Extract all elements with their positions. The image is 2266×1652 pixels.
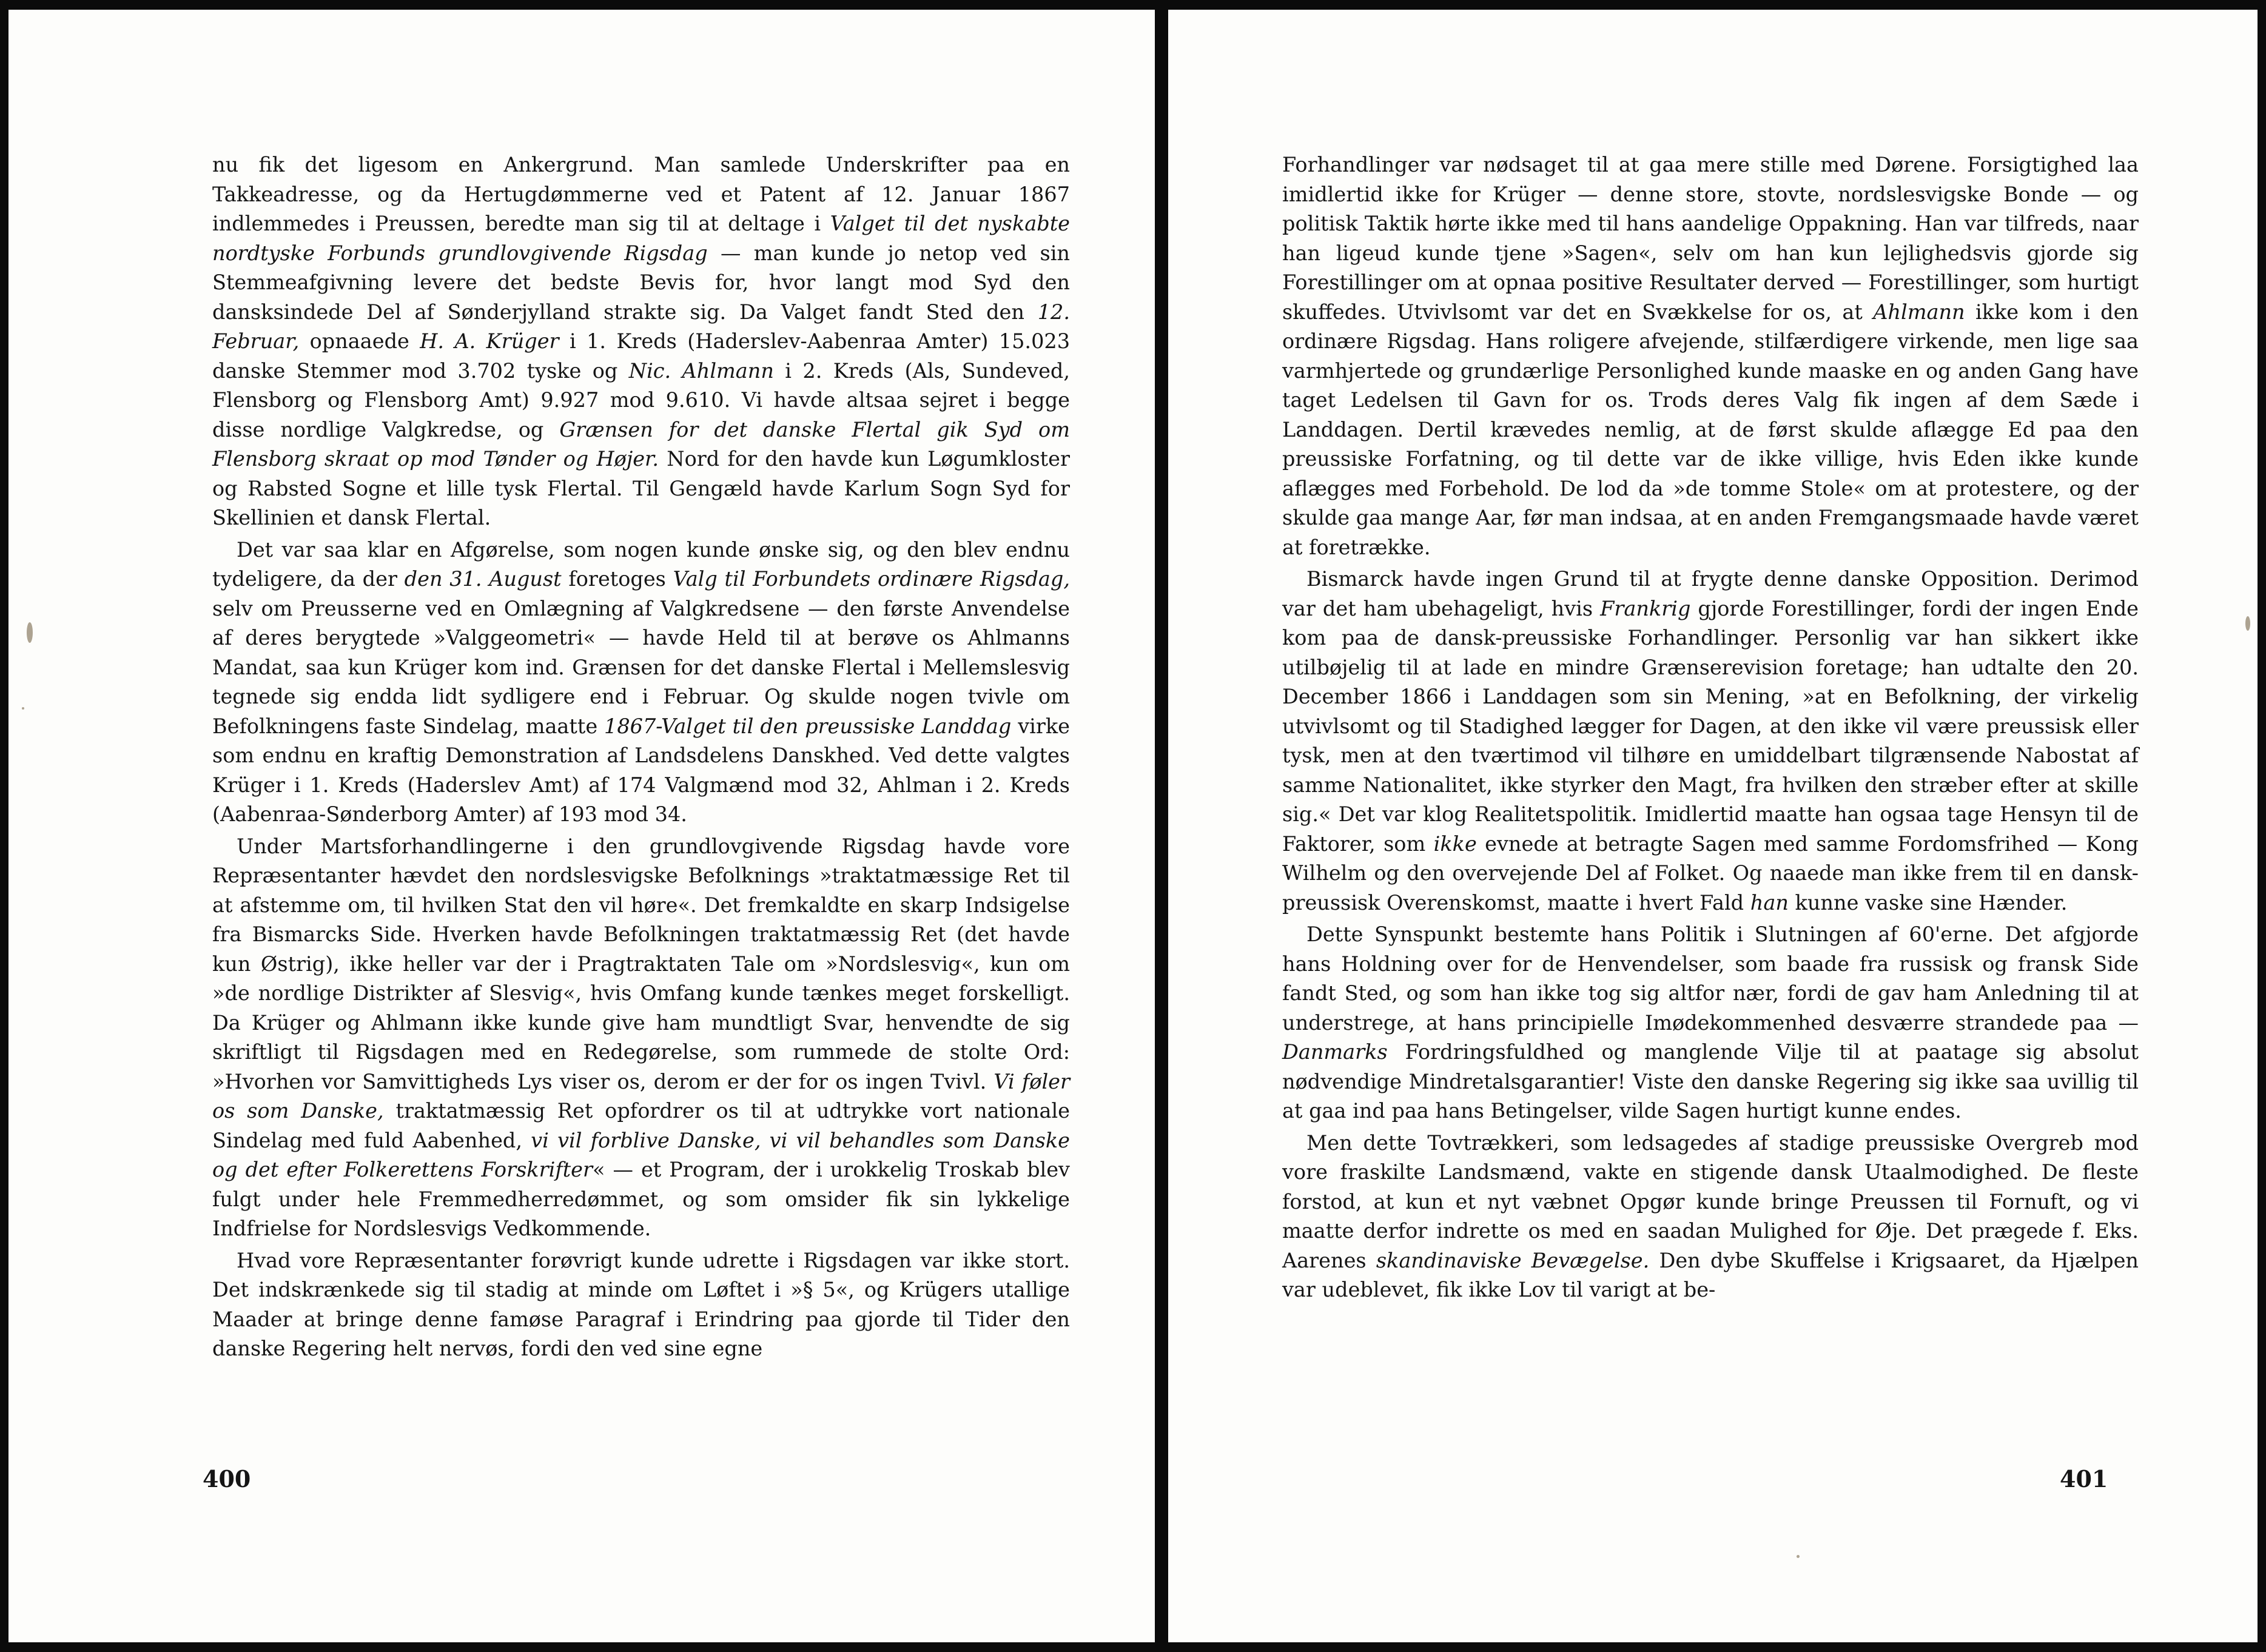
text-run: nu fik det ligesom en Ankergrund. Man samlede Underskrifter paa en Takkeadresse, og da Hertugdømmerne ved et Patent af 12. Januar 1867 indlemmedes i Preussen, beredte man sig til at deltage i	[212, 153, 1070, 235]
italic-text: den 31. August	[404, 567, 562, 591]
italic-text: Frankrig	[1600, 596, 1691, 620]
text-run: traktatmæssig Ret opfordrer os til at udtrykke vort nationale Sindelag med fuld Aabenhed,	[212, 1099, 1070, 1152]
text-run: Den dybe Skuffelse i Krigsaaret, da Hjælpen var udeblevet, fik ikke Lov til varigt at be-	[1282, 1248, 2139, 1301]
text-run: i 2. Kreds (Als, Sundeved, Flensborg og Flensborg Amt) 9.927 mod 9.610. Vi havde altsaa sejret i begge disse nordlige Valgkredse, og	[212, 358, 1070, 442]
left-page	[8, 10, 1155, 1642]
text-run: Nord for den havde kun Løgumkloster og Rabsted Sogne et lille tysk Flertal. Til Gengæld havde Karlum Sogn Syd for Skellinien et dansk Flertal.	[212, 447, 1070, 529]
italic-text: Danmarks	[1282, 1040, 1388, 1064]
text-run: Under Martsforhandlingerne i den grundlovgivende Rigsdag havde vore Repræsentanter hævdet den nordslesvigske Befolknings »traktatmæssige Ret til at afstemme om, til hvilken Stat den vil høre«. Det fremkaldte en skarp Indsigelse fra Bismarcks Side. Hverken havde Befolkningen traktatmæssig Ret (det havde kun Østrig), ikke heller var der i Pragtraktaten Tale om »Nordslesvig«, kun om »de nordlige Distrikter af Slesvig«, hvis Omfang kunde tænkes meget forskelligt. Da Krüger og Ahlmann ikke kunde give ham mundtligt Svar, henvendte de sig skriftligt til Rigsdagen med en Redegørelse, som rummede de stolte Ord: »Hvorhen vor Samvittigheds Lys viser os, derom er der for os ingen Tvivl.	[212, 834, 1070, 1093]
text-run: gjorde Forestillinger, fordi der ingen Ende kom paa de dansk-preussiske Forhandlinger. Personlig var han sikkert ikke utilbøjelig til at lade en mindre Grænserevision foretage; han udtalte den 20. December 1866 i Landdagen som sin Mening, »at en Befolkning, der virkelig utvivlsomt og til Stadighed lægger for Dagen, at den ikke vil være preussisk eller tysk, men at den tværtimod vil tilhøre en umiddelbart tilgrænsende Nabostat af samme Nationalitet, ikke styrker den Magt, fra hvilken den stræber efter at skille sig.« Det var klog Realitetspolitik. Imidlertid maatte han ogsaa tage Hensyn til de Faktorer, som	[1282, 596, 2139, 856]
right-page	[1168, 10, 2258, 1642]
paragraph	[212, 1246, 1070, 1364]
italic-text: ikke	[1433, 831, 1477, 856]
left-page-number: 400	[203, 1465, 251, 1493]
text-run: Bismarck havde ingen Grund til at frygte denne danske Opposition. Derimod var det ham ubehageligt, hvis	[1282, 567, 2139, 620]
italic-text: Valg til Forbundets ordinære Rigsdag,	[673, 567, 1070, 591]
text-run: selv om Preusserne ved en Omlægning af Valgkredsene — den første Anvendelse af deres berygtede »Valggeometri« — havde Held til at berøve os Ahlmanns Mandat, saa kun Krüger kom ind. Grænsen for det danske Flertal i Mellemslesvig tegnede sig endda lidt sydligere end i Februar. Og skulde nogen tvivle om Befolkningens faste Sindelag, maatte	[212, 596, 1070, 738]
italic-text: Nic. Ahlmann	[628, 358, 774, 383]
italic-text: 1867-Valget til den preussiske Landdag	[604, 714, 1012, 738]
right-page-text	[1282, 150, 2139, 1305]
text-run: Dette Synspunkt bestemte hans Politik i Slutningen af 60'erne. Det afgjorde hans Holdning over for de Henvendelser, som baade fra russisk og fransk Side fandt Sted, og som han ikke tog sig altfor nær, fordi de gav ham Anledning til at understrege, at hans principielle Imødekommenhed desværre strandede paa —	[1282, 922, 2139, 1035]
paragraph	[1282, 1129, 2139, 1305]
text-run: ikke kom i den ordinære Rigsdag. Hans roligere afvejende, stilfærdigere virkende, men lige saa varmhjertede og grundærlige Personlighed kunde maaske en og anden Gang have taget Ledelsen til Gavn for os. Trods deres Valg fik ingen af dem Sæde i Landdagen. Dertil krævedes nemlig, at de først skulde aflægge Ed paa den preussiske Forfatning, og til dette var de ikke villige, hvis Eden ikke kunde aflægges med Forbehold. De lod da »de tomme Stole« om at protestere, og der skulde gaa mange Aar, før man indsaa, at en anden Fremgangsmaade havde været at foretrække.	[1282, 300, 2139, 559]
left-page-text	[212, 150, 1070, 1364]
right-page-number: 401	[2060, 1465, 2108, 1493]
italic-text: Valget til det nyskabte nordtyske Forbunds grundlovgivende Rigsdag	[212, 212, 1070, 265]
paragraph	[212, 536, 1070, 830]
paragraph	[212, 150, 1070, 533]
italic-text: skandinaviske Bevægelse.	[1376, 1248, 1650, 1272]
text-run: opnaaede	[299, 329, 420, 353]
text-run: kunne vaske sine Hænder.	[1788, 890, 2068, 915]
paragraph	[1282, 920, 2139, 1126]
italic-text: H. A. Krüger	[420, 329, 559, 353]
text-run: « — et Program, der i urokkelig Troskab blev fulgt under hele Fremmedherredømmet, og som omsider fik sin lykkelige Indfrielse for Nordslesvigs Vedkommende.	[212, 1158, 1070, 1240]
text-run: Forhandlinger var nødsaget til at gaa mere stille med Dørene. Forsigtighed laa imidlertid ikke for Krüger — denne store, stovte, nordslesvigske Bonde — og politisk Taktik hørte ikke med til hans aandelige Oppakning. Han var tilfreds, naar han ligeud kunde tjene »Sagen«, selv om han kun lejlighedsvis gjorde sig Forestillinger om at opnaa positive Resultater derved — Forestillinger, som hurtigt skuffedes. Utvivlsomt var det en Svækkelse for os, at	[1282, 153, 2139, 324]
italic-text: vi vil forblive Danske, vi vil behandles som Danske og det efter Folkerettens Forskrifter	[212, 1128, 1070, 1181]
text-run: Men dette Tovtrækkeri, som ledsagedes af stadige preussiske Overgreb mod vore fraskilte Landsmænd, vakte en stigende dansk Utaalmodighed. De fleste forstod, at kun et nyt væbnet Opgør kunde bringe Preussen til Fornuft, og vi maatte derfor indrette os med en saadan Mulighed for Øje. Det prægede f. Eks. Aarenes	[1282, 1130, 2139, 1272]
paragraph	[1282, 565, 2139, 918]
text-run: — man kunde jo netop ved sin Stemmeafgivning levere det bedste Bevis for, hvor langt mod Syd den dansksindede Del af Sønderjylland strakte sig. Da Valget fandt Sted den	[212, 241, 1070, 324]
italic-text: 12. Februar,	[212, 300, 1070, 353]
text-run: evnede at betragte Sagen med samme Fordomsfrihed — Kong Wilhelm og den overvejende Del af Folket. Og naaede man ikke frem til en dansk-preussisk Overenskomst, maatte i hvert Fald	[1282, 831, 2139, 915]
text-run: foretoges	[561, 567, 673, 591]
text-run: Det var saa klar en Afgørelse, som nogen kunde ønske sig, og den blev endnu tydeligere, da der	[212, 537, 1070, 591]
text-run: virke som endnu en kraftig Demonstration af Landsdelens Danskhed. Ved dette valgtes Krüger i 1. Kreds (Haderslev Amt) af 174 Valgmænd mod 32, Ahlman i 2. Kreds (Aabenraa-Sønderborg Amter) af 193 mod 34.	[212, 714, 1070, 826]
italic-text: han	[1750, 890, 1789, 915]
italic-text: Ahlmann	[1873, 300, 1965, 324]
italic-text: Grænsen for det danske Flertal gik Syd om Flensborg skraat op mod Tønder og Højer.	[212, 417, 1070, 471]
text-run: Fordringsfuldhed og manglende Vilje til at paatage sig absolut nødvendige Mindretalsgarantier! Viste den danske Regering sig ikke saa uvillig til at gaa ind paa hans Betingelser, vilde Sagen hurtigt kunne endes.	[1282, 1040, 2139, 1123]
book-spine-gap	[1155, 0, 1168, 1652]
text-run: Hvad vore Repræsentanter forøvrigt kunde udrette i Rigsdagen var ikke stort. Det indskrænkede sig til stadig at minde om Løftet i »§ 5«, og Krügers utallige Maader at bringe denne famøse Paragraf i Erindring paa gjorde til Tider den danske Regering helt nervøs, fordi den ved sine egne	[212, 1248, 1070, 1360]
paragraph	[212, 832, 1070, 1244]
paragraph	[1282, 150, 2139, 562]
text-run: i 1. Kreds (Haderslev-Aabenraa Amter) 15.023 danske Stemmer mod 3.702 tyske og	[212, 329, 1071, 383]
italic-text: Vi føler os som Danske,	[212, 1069, 1070, 1123]
